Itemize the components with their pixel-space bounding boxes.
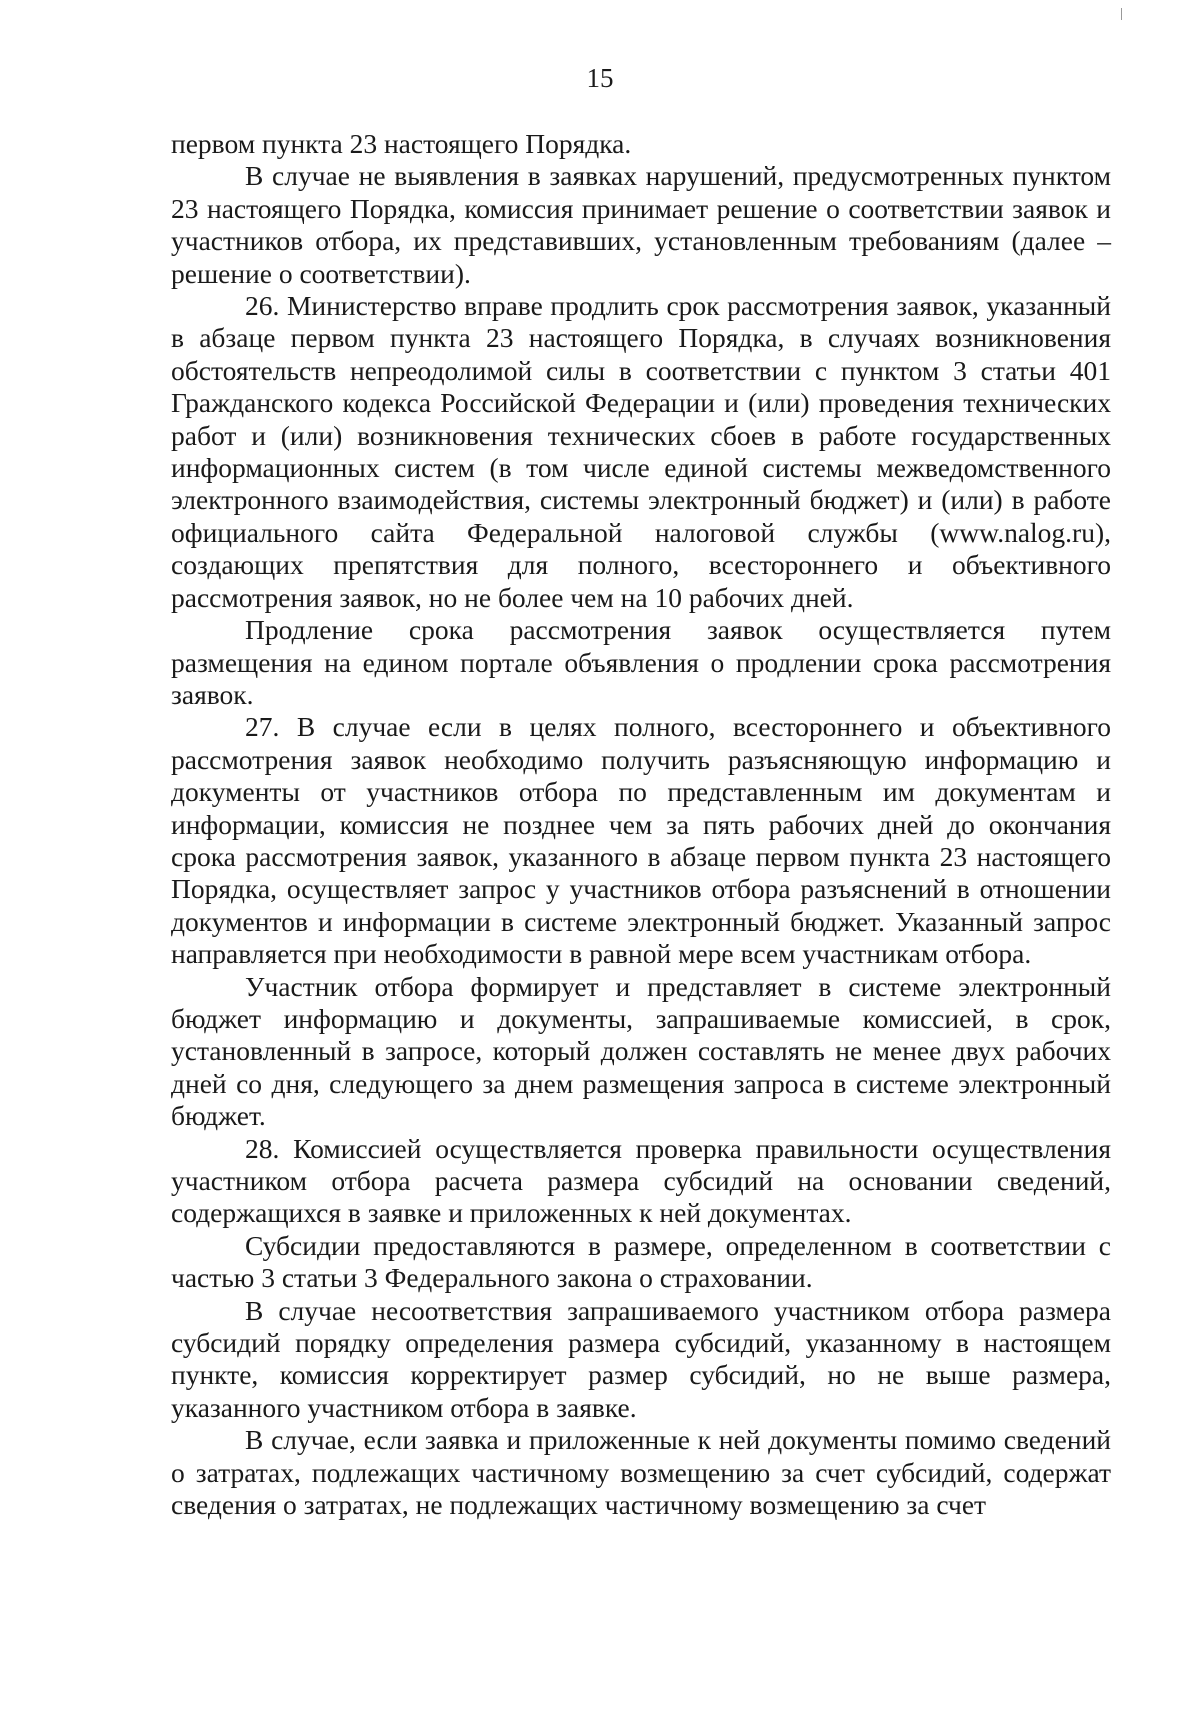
document-body xyxy=(171,128,1111,1521)
paragraph-clause-28: 28. Комиссией осуществляется проверка правильности осуществления участником отбора расчета размера субсидий на основании сведений, содержащихся в заявке и приложенных к ней документах. xyxy=(171,1132,1111,1229)
paragraph-continuation: первом пункта 23 настоящего Порядка. xyxy=(171,128,632,159)
scan-corner-mark xyxy=(1121,8,1122,20)
page-number: 15 xyxy=(586,63,614,93)
paragraph: В случае не выявления в заявках нарушений, предусмотренных пунктом 23 настоящего Порядка, комиссия принимает решение о соответствии заявок и участников отбора, их представивших, установленным требованиям (далее – решение о соответствии). xyxy=(171,160,1111,289)
paragraph-continued: В случае, если заявка и приложенные к ней документы помимо сведений о затратах, подлежащих частичному возмещению за счет субсидий, содержат сведения о затратах, не подлежащих частичному возмещению за счет xyxy=(171,1424,1111,1521)
paragraph: В случае несоответствия запрашиваемого участником отбора размера субсидий порядку определения размера субсидий, указанному в настоящем пункте, комиссия корректирует размер субсидий, но не выше размера, указанного участником отбора в заявке. xyxy=(171,1294,1111,1423)
paragraph-clause-26: 26. Министерство вправе продлить срок рассмотрения заявок, указанный в абзаце первом пункта 23 настоящего Порядка, в случаях возникновения обстоятельств непреодолимой силы в соответствии с пунктом 3 статьи 401 Гражданского кодекса Российской Федерации и (или) проведения технических работ и (или) возникновения технических сбоев в работе государственных информационных систем (в том числе единой системы межведомственного электронного взаимодействия, системы электронный бюджет) и (или) в работе официального сайта Федеральной налоговой службы (www.nalog.ru), создающих препятствия для полного, всестороннего и объективного рассмотрения заявок, но не более чем на 10 рабочих дней. xyxy=(171,290,1111,613)
paragraph: Участник отбора формирует и представляет в системе электронный бюджет информацию и документы, запрашиваемые комиссией, в срок, установленный в запросе, который должен составлять не менее двух рабочих дней со дня, следующего за днем размещения запроса в системе электронный бюджет. xyxy=(171,970,1111,1132)
paragraph: Субсидии предоставляются в размере, определенном в соответствии с частью 3 статьи 3 Федерального закона о страховании. xyxy=(171,1229,1111,1294)
paragraph-clause-27: 27. В случае если в целях полного, всестороннего и объективного рассмотрения заявок необходимо получить разъясняющую информацию и документы от участников отбора по представленным им документам и информации, комиссия не позднее чем за пять рабочих дней до окончания срока рассмотрения заявок, указанного в абзаце первом пункта 23 настоящего Порядка, осуществляет запрос у участников отбора разъяснений в отношении документов и информации в системе электронный бюджет. Указанный запрос направляется при необходимости в равной мере всем участникам отбора. xyxy=(171,711,1111,970)
paragraph: Продление срока рассмотрения заявок осуществляется путем размещения на едином портале объявления о продлении срока рассмотрения заявок. xyxy=(171,614,1111,710)
